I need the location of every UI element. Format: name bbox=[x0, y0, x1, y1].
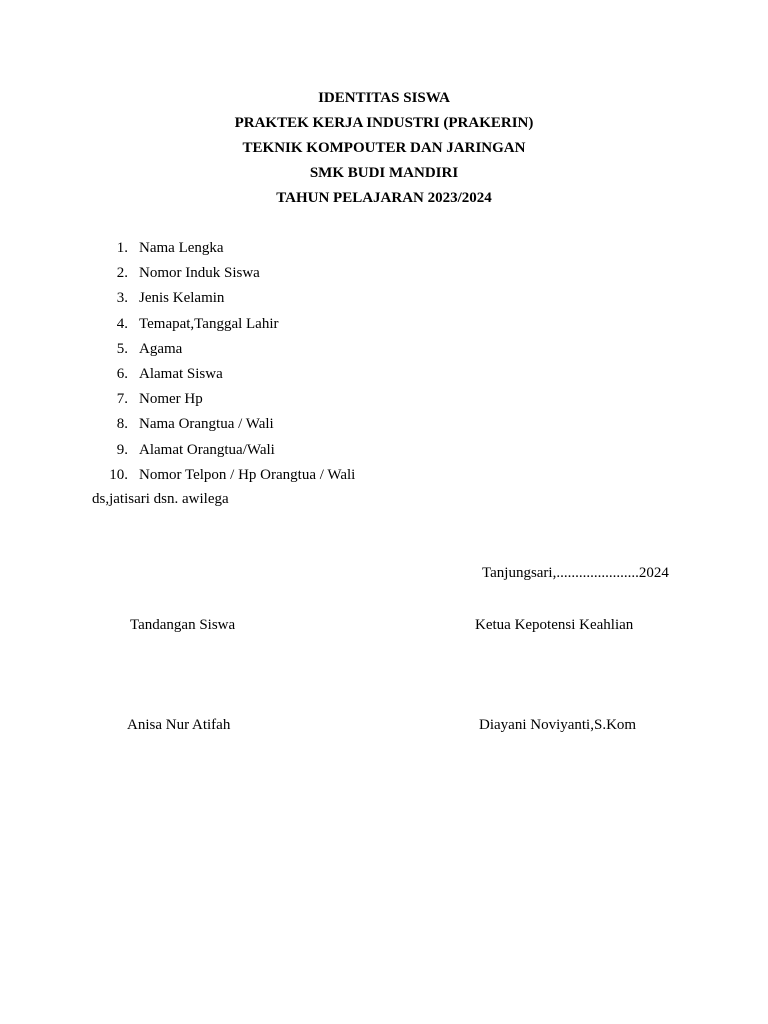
list-item-label: Alamat Orangtua/Wali bbox=[139, 441, 275, 458]
list-item-number: 6. bbox=[116, 365, 128, 382]
list-item-label: Agama bbox=[139, 340, 183, 357]
document-header bbox=[0, 86, 768, 211]
list-item-number: 8. bbox=[116, 416, 128, 433]
place-date: Tanjungsari,......................2024 bbox=[482, 565, 669, 581]
list-item bbox=[0, 463, 768, 488]
head-of-program-signature-label: Ketua Kepotensi Keahlian bbox=[475, 617, 634, 633]
list-item-label: Jenis Kelamin bbox=[139, 290, 225, 307]
header-title: IDENTITAS SISWA bbox=[318, 90, 450, 106]
list-item-number: 7. bbox=[116, 391, 128, 408]
list-item-label: Nama Lengka bbox=[139, 240, 224, 256]
identity-field-list bbox=[0, 236, 768, 488]
list-item-number: 5. bbox=[116, 340, 128, 357]
list-item bbox=[0, 286, 768, 311]
list-item-number: 3. bbox=[116, 290, 128, 307]
header-academic-year: TAHUN PELAJARAN 2023/2024 bbox=[276, 190, 492, 206]
list-item bbox=[0, 412, 768, 437]
list-item bbox=[0, 261, 768, 286]
list-item bbox=[0, 387, 768, 412]
list-item bbox=[0, 362, 768, 387]
list-item-number: 9. bbox=[116, 441, 128, 458]
list-item-number: 1. bbox=[116, 240, 128, 256]
list-item-number: 2. bbox=[116, 265, 128, 282]
address-line: ds,jatisari dsn. awilega bbox=[92, 491, 229, 507]
list-item-label: Nomor Telpon / Hp Orangtua / Wali bbox=[139, 466, 356, 483]
list-item-label: Nama Orangtua / Wali bbox=[139, 416, 274, 433]
list-item bbox=[0, 312, 768, 337]
list-item-label: Alamat Siswa bbox=[139, 365, 223, 382]
header-major: TEKNIK KOMPOUTER DAN JARINGAN bbox=[242, 140, 526, 156]
list-item bbox=[0, 337, 768, 362]
list-item-number: 10. bbox=[109, 466, 128, 483]
student-name: Anisa Nur Atifah bbox=[127, 717, 231, 733]
list-item-label: Nomer Hp bbox=[139, 391, 203, 408]
list-item-label: Nomor Induk Siswa bbox=[139, 265, 260, 282]
list-item bbox=[0, 236, 768, 261]
head-of-program-name: Diayani Noviyanti,S.Kom bbox=[479, 717, 637, 733]
list-item-number: 4. bbox=[116, 315, 128, 332]
list-item-label: Temapat,Tanggal Lahir bbox=[139, 315, 279, 332]
header-school: SMK BUDI MANDIRI bbox=[309, 165, 459, 181]
student-signature-label: Tandangan Siswa bbox=[130, 617, 236, 633]
list-item bbox=[0, 438, 768, 463]
header-program: PRAKTEK KERJA INDUSTRI (PRAKERIN) bbox=[234, 115, 534, 131]
